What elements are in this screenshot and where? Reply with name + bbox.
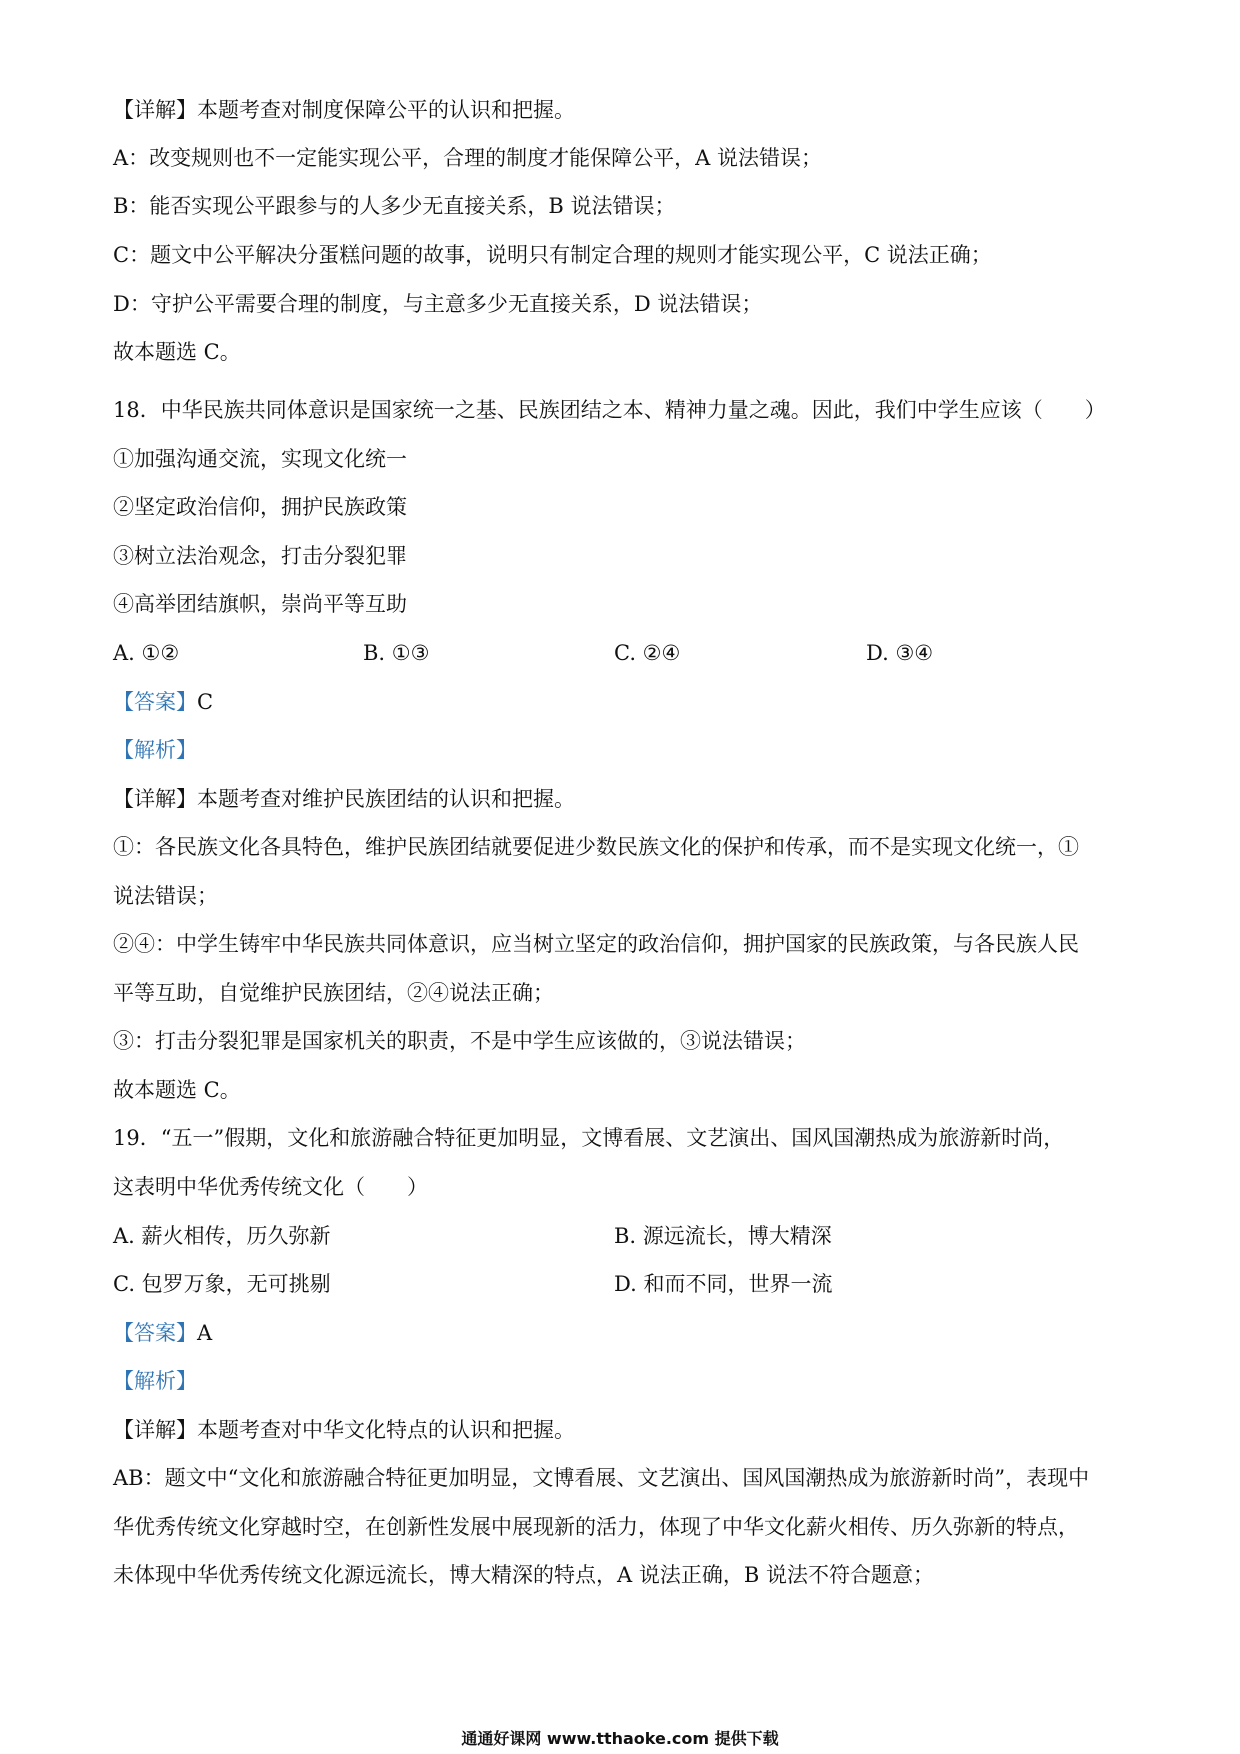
q18-statement: ③树立法治观念，打击分裂犯罪 [113,544,407,568]
q19-stem: 这表明中华优秀传统文化（ ） [113,1175,428,1199]
prev-detail-line: C：题文中公平解决分蛋糕问题的故事，说明只有制定合理的规则才能实现公平，C 说法正确； [113,243,992,267]
q18-option-a: A. ①② [113,641,180,665]
q19-option-d: D. 和而不同，世界一流 [614,1272,833,1296]
q19-detail-line: 华优秀传统文化穿越时空，在创新性发展中展现新的活力，体现了中华文化薪火相传、历久弥新的特点， [113,1515,1079,1539]
page-footer: 通通好课网 www.tthaoke.com 提供下载 [461,1729,779,1748]
q18-detail-heading: 【详解】本题考查对维护民族团结的认识和把握。 [113,787,575,811]
q18-detail-line: ①：各民族文化各具特色，维护民族团结就要促进少数民族文化的保护和传承，而不是实现文化统一，① [113,835,1079,859]
q19-detail-heading: 【详解】本题考查对中华文化特点的认识和把握。 [113,1418,575,1442]
q19-detail-line: 未体现中华优秀传统文化源远流长，博大精深的特点，A 说法正确，B 说法不符合题意； [113,1563,934,1587]
q19-detail-line: AB：题文中“文化和旅游融合特征更加明显，文博看展、文艺演出、国风国潮热成为旅游新时尚”，表现中 [113,1466,1090,1490]
prev-detail-line: D：守护公平需要合理的制度，与主意多少无直接关系，D 说法错误； [113,292,763,316]
q18-detail-line: ③：打击分裂犯罪是国家机关的职责，不是中学生应该做的，③说法错误； [113,1029,806,1053]
q18-option-d: D. ③④ [866,641,934,665]
prev-detail-line: B：能否实现公平跟参与的人多少无直接关系，B 说法错误； [113,194,676,218]
prev-detail-line: A：改变规则也不一定能实现公平，合理的制度才能保障公平，A 说法错误； [113,146,823,170]
q19-stem: 19．“五一”假期，文化和旅游融合特征更加明显，文博看展、文艺演出、国风国潮热成为旅游新时尚， [113,1126,1065,1150]
q19-option-c: C. 包罗万象，无可挑剔 [113,1272,331,1296]
q18-detail-line: 故本题选 C。 [113,1078,241,1102]
q18-option-c: C. ②④ [614,641,681,665]
q18-detail-line: 说法错误； [113,884,218,908]
q18-option-b: B. ①③ [363,641,430,665]
q18-statement: ①加强沟通交流，实现文化统一 [113,447,407,471]
answer-tag: 【答案】 [113,690,197,714]
answer-tag: 【答案】 [113,1321,197,1345]
prev-detail-line: 故本题选 C。 [113,340,241,364]
q19-answer [113,1319,212,1347]
q18-statement: ②坚定政治信仰，拥护民族政策 [113,495,407,519]
answer-value: C [197,690,214,714]
answer-value: A [197,1321,213,1345]
q18-statement: ④高举团结旗帜，崇尚平等互助 [113,592,407,616]
q18-detail-line: ②④：中学生铸牢中华民族共同体意识，应当树立坚定的政治信仰，拥护国家的民族政策，与各民族人民 [113,932,1079,956]
q19-analysis-tag: 【解析】 [113,1369,197,1393]
q18-detail-line: 平等互助，自觉维护民族团结，②④说法正确； [113,981,554,1005]
q18-analysis-tag: 【解析】 [113,738,197,762]
q19-option-a: A. 薪火相传，历久弥新 [113,1224,331,1248]
prev-detail-heading: 【详解】本题考查对制度保障公平的认识和把握。 [113,98,575,122]
q18-answer [113,688,213,716]
q18-stem: 18．中华民族共同体意识是国家统一之基、民族团结之本、精神力量之魂。因此，我们中学生应该（ ） [113,398,1106,422]
q19-option-b: B. 源远流长，博大精深 [614,1224,832,1248]
